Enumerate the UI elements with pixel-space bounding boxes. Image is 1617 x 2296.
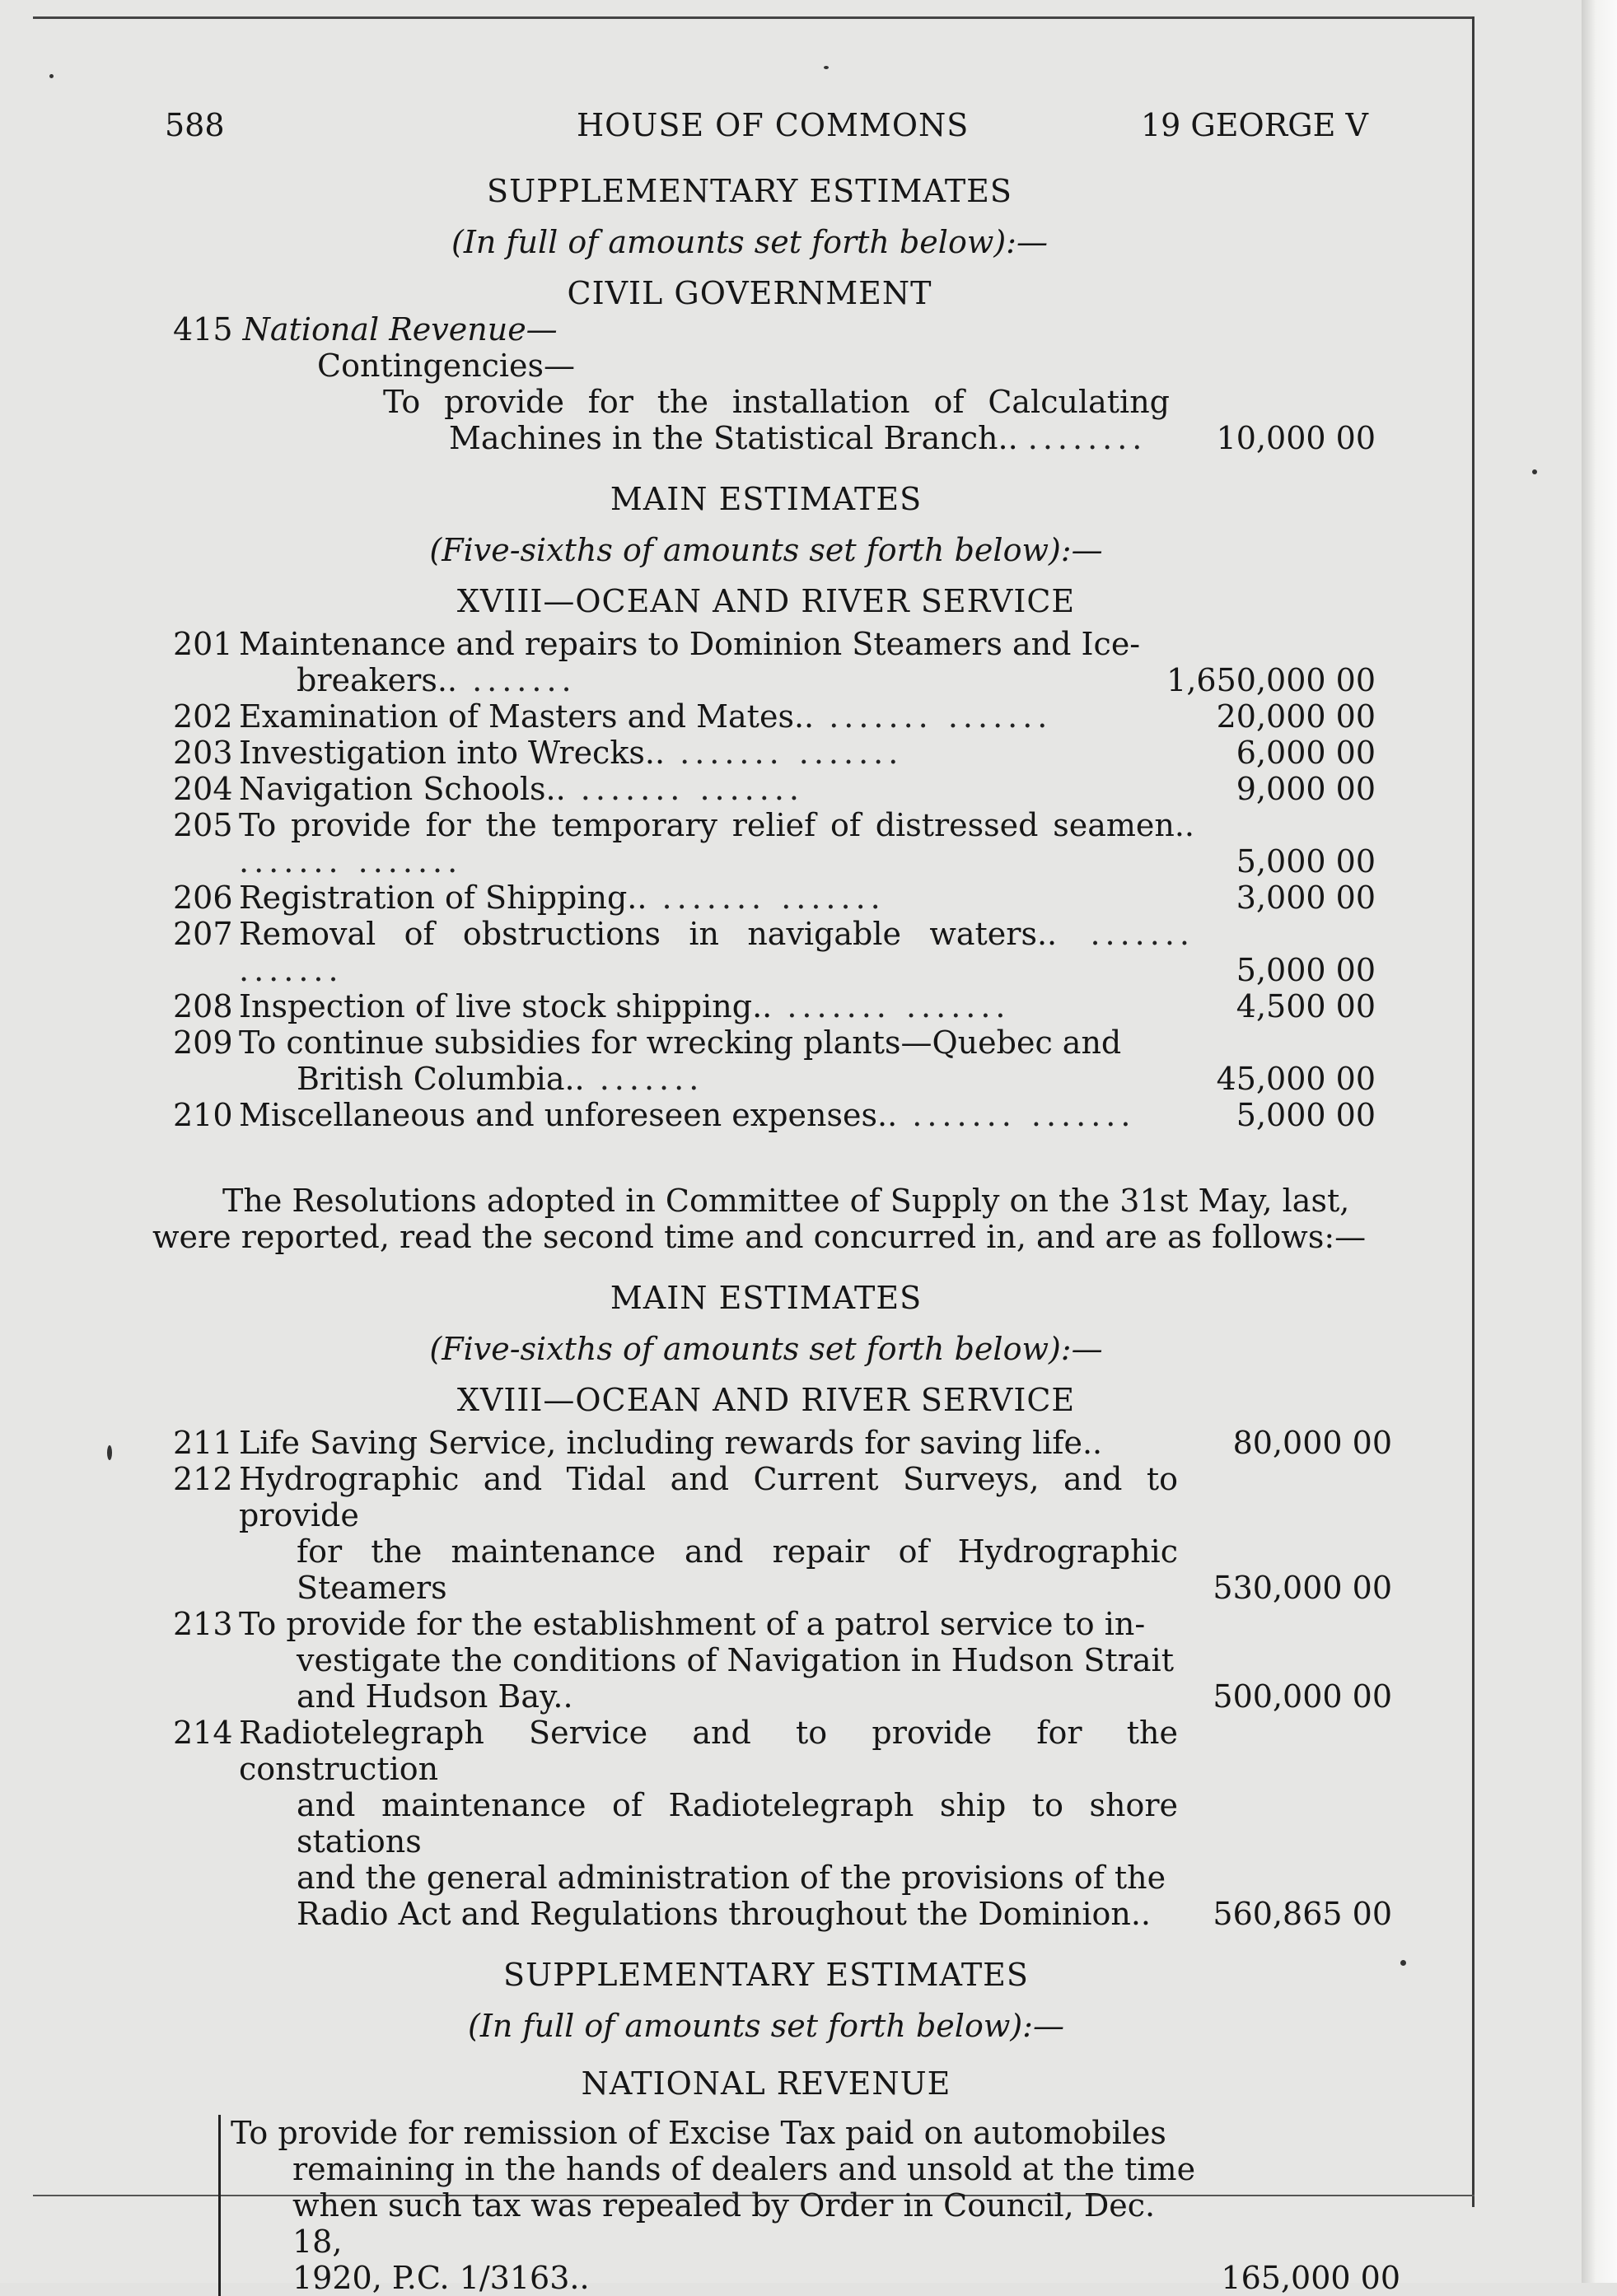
item-text: Navigation Schools.. .......	[239, 771, 685, 807]
amount: 4,500 00	[1236, 988, 1376, 1024]
entry-line: when such tax was repealed by Order in Council, Dec. 18,	[292, 2187, 1156, 2260]
estimate-item	[148, 1715, 1392, 1932]
item-text: To continue subsidies for wrecking plants—Quebec and	[239, 1024, 1122, 1061]
item-body	[239, 807, 1194, 880]
item-text: Investigation into Wrecks.. .......	[239, 735, 784, 771]
estimate-item	[148, 916, 1384, 988]
amount: 560,865 00	[1213, 1896, 1392, 1932]
amount: 5,000 00	[1236, 843, 1376, 880]
running-header	[148, 99, 1384, 148]
leader-dots: .......	[783, 735, 904, 771]
item-body	[239, 1024, 1194, 1097]
leader-dots: .......	[932, 698, 1053, 735]
leader-dots: .......	[239, 843, 343, 880]
vote-title: National Revenue—	[242, 311, 558, 348]
item-number: 209	[173, 1024, 233, 1061]
scan-speck	[107, 1445, 112, 1460]
item-number: 203	[173, 735, 233, 771]
amount: 1,650,000 00	[1166, 662, 1376, 698]
section-heading: MAIN ESTIMATES	[610, 1280, 923, 1316]
item-body	[239, 1425, 1178, 1461]
scan-speck	[824, 66, 829, 69]
section-heading: MAIN ESTIMATES	[610, 481, 923, 517]
item-line: for the maintenance and repair of Hydrographic Steamers	[297, 1533, 1178, 1606]
item-text: Removal of obstructions in navigable waters.. .......	[239, 916, 1195, 952]
division-heading: XVIII—OCEAN AND RIVER SERVICE	[456, 583, 1076, 619]
amount: 530,000 00	[1213, 1570, 1392, 1606]
leader-dots: .......	[239, 952, 343, 988]
item-text-continued: breakers.. .......	[297, 662, 577, 698]
item-body	[239, 1606, 1178, 1715]
item-body	[239, 988, 1194, 1024]
item-line: Hydrographic and Tidal and Current Surveys, and to provide	[239, 1461, 1178, 1533]
resolution-line: The Resolutions adopted in Committee of Supply on the 31st May, last,	[222, 1183, 1350, 1219]
item-body	[239, 1461, 1178, 1606]
remission-entry	[218, 2115, 1400, 2296]
amount: 6,000 00	[1236, 735, 1376, 771]
estimate-item	[148, 1461, 1392, 1606]
item-number: 205	[173, 807, 233, 843]
item-body	[239, 698, 1194, 735]
vote-415	[148, 311, 1384, 456]
vote-number: 415	[173, 311, 233, 348]
item-number: 206	[173, 880, 233, 916]
vote-subtitle: Contingencies—	[317, 348, 576, 384]
item-body	[239, 626, 1194, 698]
estimate-item	[148, 735, 1384, 771]
estimate-items	[148, 626, 1384, 1133]
entry-line: To provide for remission of Excise Tax paid on automobiles	[231, 2115, 1166, 2151]
item-line: To provide for the establishment of a patrol service to in-	[239, 1606, 1146, 1642]
resolution-line: were reported, read the second time and concurred in, and are as follows:—	[152, 1219, 1367, 1255]
item-text: To provide for the temporary relief of distressed seamen.. .......	[239, 807, 1194, 880]
amount: 45,000 00	[1216, 1061, 1376, 1097]
leader-dots: .......	[647, 880, 767, 916]
leader-dots: .......	[456, 662, 577, 698]
item-number: 214	[173, 1715, 233, 1751]
item-body	[239, 1715, 1178, 1932]
leader-dots: .......	[665, 735, 784, 771]
page-title: HOUSE OF COMMONS	[577, 107, 970, 143]
item-number: 211	[173, 1425, 233, 1461]
item-number: 202	[173, 698, 233, 735]
item-number: 207	[173, 916, 233, 952]
estimate-item	[148, 1606, 1392, 1715]
amount: 80,000 00	[1232, 1425, 1392, 1461]
entry-line: remaining in the hands of dealers and unsold at the time	[292, 2151, 1196, 2187]
item-text: Examination of Masters and Mates.. .......	[239, 698, 933, 735]
estimate-items	[148, 1425, 1392, 1932]
item-number: 204	[173, 771, 233, 807]
section-heading: SUPPLEMENTARY ESTIMATES	[503, 1957, 1029, 1993]
division-heading: XVIII—OCEAN AND RIVER SERVICE	[456, 1382, 1076, 1418]
item-number: 213	[173, 1606, 233, 1642]
item-text-continued: British Columbia.. .......	[297, 1061, 704, 1097]
amount: 165,000 00	[1221, 2260, 1400, 2296]
item-line: Life Saving Service, including rewards for saving life..	[239, 1425, 1103, 1461]
item-body	[239, 916, 1194, 988]
division-heading: CIVIL GOVERNMENT	[567, 275, 932, 311]
item-text: Maintenance and repairs to Dominion Steamers and Ice-	[239, 626, 1141, 662]
leader-dots: .......	[685, 771, 804, 807]
item-number: 201	[173, 626, 233, 662]
frame-right-rule	[1472, 16, 1474, 2207]
item-body	[239, 735, 1194, 771]
item-text: Registration of Shipping.. .......	[239, 880, 767, 916]
item-body	[239, 1097, 1194, 1133]
item-number: 208	[173, 988, 233, 1024]
item-body	[239, 880, 1194, 916]
leader-dots: .......	[1057, 916, 1195, 952]
item-number: 212	[173, 1461, 233, 1497]
amount: 5,000 00	[1236, 952, 1376, 988]
estimate-item	[148, 1425, 1392, 1461]
estimate-item	[148, 988, 1384, 1024]
amount: 5,000 00	[1236, 1097, 1376, 1133]
item-line: Radiotelegraph Service and to provide for the construction	[239, 1715, 1178, 1787]
leader-dots: .......	[343, 843, 463, 880]
vote-line: To provide for the installation of Calculating	[383, 384, 1170, 420]
estimate-item	[148, 880, 1384, 916]
leader-dots: .......	[814, 698, 933, 735]
estimate-item	[148, 698, 1384, 735]
page-number: 588	[165, 107, 225, 143]
leader-dots: .......	[766, 880, 886, 916]
scan-speck	[1532, 469, 1537, 474]
section-subheading: (Five-sixths of amounts set forth below):—	[429, 1331, 1103, 1367]
estimate-item	[148, 771, 1384, 807]
item-body	[239, 771, 1194, 807]
scan-speck	[1400, 1960, 1406, 1966]
vote-line: Machines in the Statistical Branch..	[449, 420, 1018, 456]
amount: 20,000 00	[1216, 698, 1376, 735]
amount: 3,000 00	[1236, 880, 1376, 916]
section-subheading: (In full of amounts set forth below):—	[468, 2008, 1064, 2044]
item-line: and maintenance of Radiotelegraph ship to shore stations	[297, 1787, 1178, 1860]
estimate-item	[148, 1097, 1384, 1133]
item-line: and the general administration of the provisions of the	[297, 1860, 1166, 1896]
item-line: vestigate the conditions of Navigation in Hudson Strait	[297, 1642, 1174, 1678]
amount: 10,000 00	[1216, 420, 1376, 456]
item-number: 210	[173, 1097, 233, 1133]
regnal-year: 19 GEORGE V	[1141, 107, 1368, 143]
item-text: Inspection of live stock shipping.. .......	[239, 988, 891, 1024]
frame-top-rule	[33, 16, 1474, 19]
amount: 500,000 00	[1213, 1678, 1392, 1715]
leader-dots: .......	[1016, 1097, 1136, 1133]
section-heading: SUPPLEMENTARY ESTIMATES	[487, 173, 1012, 209]
division-heading: NATIONAL REVENUE	[581, 2065, 951, 2102]
leader-dots: .......	[890, 988, 1011, 1024]
scan-speck	[49, 74, 54, 78]
item-line: and Hudson Bay..	[297, 1678, 573, 1715]
item-text: Miscellaneous and unforeseen expenses.. .......	[239, 1097, 1016, 1133]
estimate-item	[148, 807, 1384, 880]
leader-dots: ........	[1027, 420, 1147, 456]
section-subheading: (In full of amounts set forth below):—	[451, 224, 1048, 260]
estimate-item	[148, 1024, 1384, 1097]
section-subheading: (Five-sixths of amounts set forth below):—	[429, 532, 1103, 568]
leader-dots: .......	[897, 1097, 1016, 1133]
item-line: Radio Act and Regulations throughout the Dominion..	[297, 1896, 1151, 1932]
book-spine-edge	[1582, 0, 1617, 2283]
entry-line: 1920, P.C. 1/3163..	[292, 2260, 590, 2296]
page-content	[148, 99, 1400, 2296]
leader-dots: .......	[584, 1061, 704, 1097]
leader-dots: .......	[772, 988, 891, 1024]
estimate-item	[148, 626, 1384, 698]
amount: 9,000 00	[1236, 771, 1376, 807]
leader-dots: .......	[565, 771, 685, 807]
